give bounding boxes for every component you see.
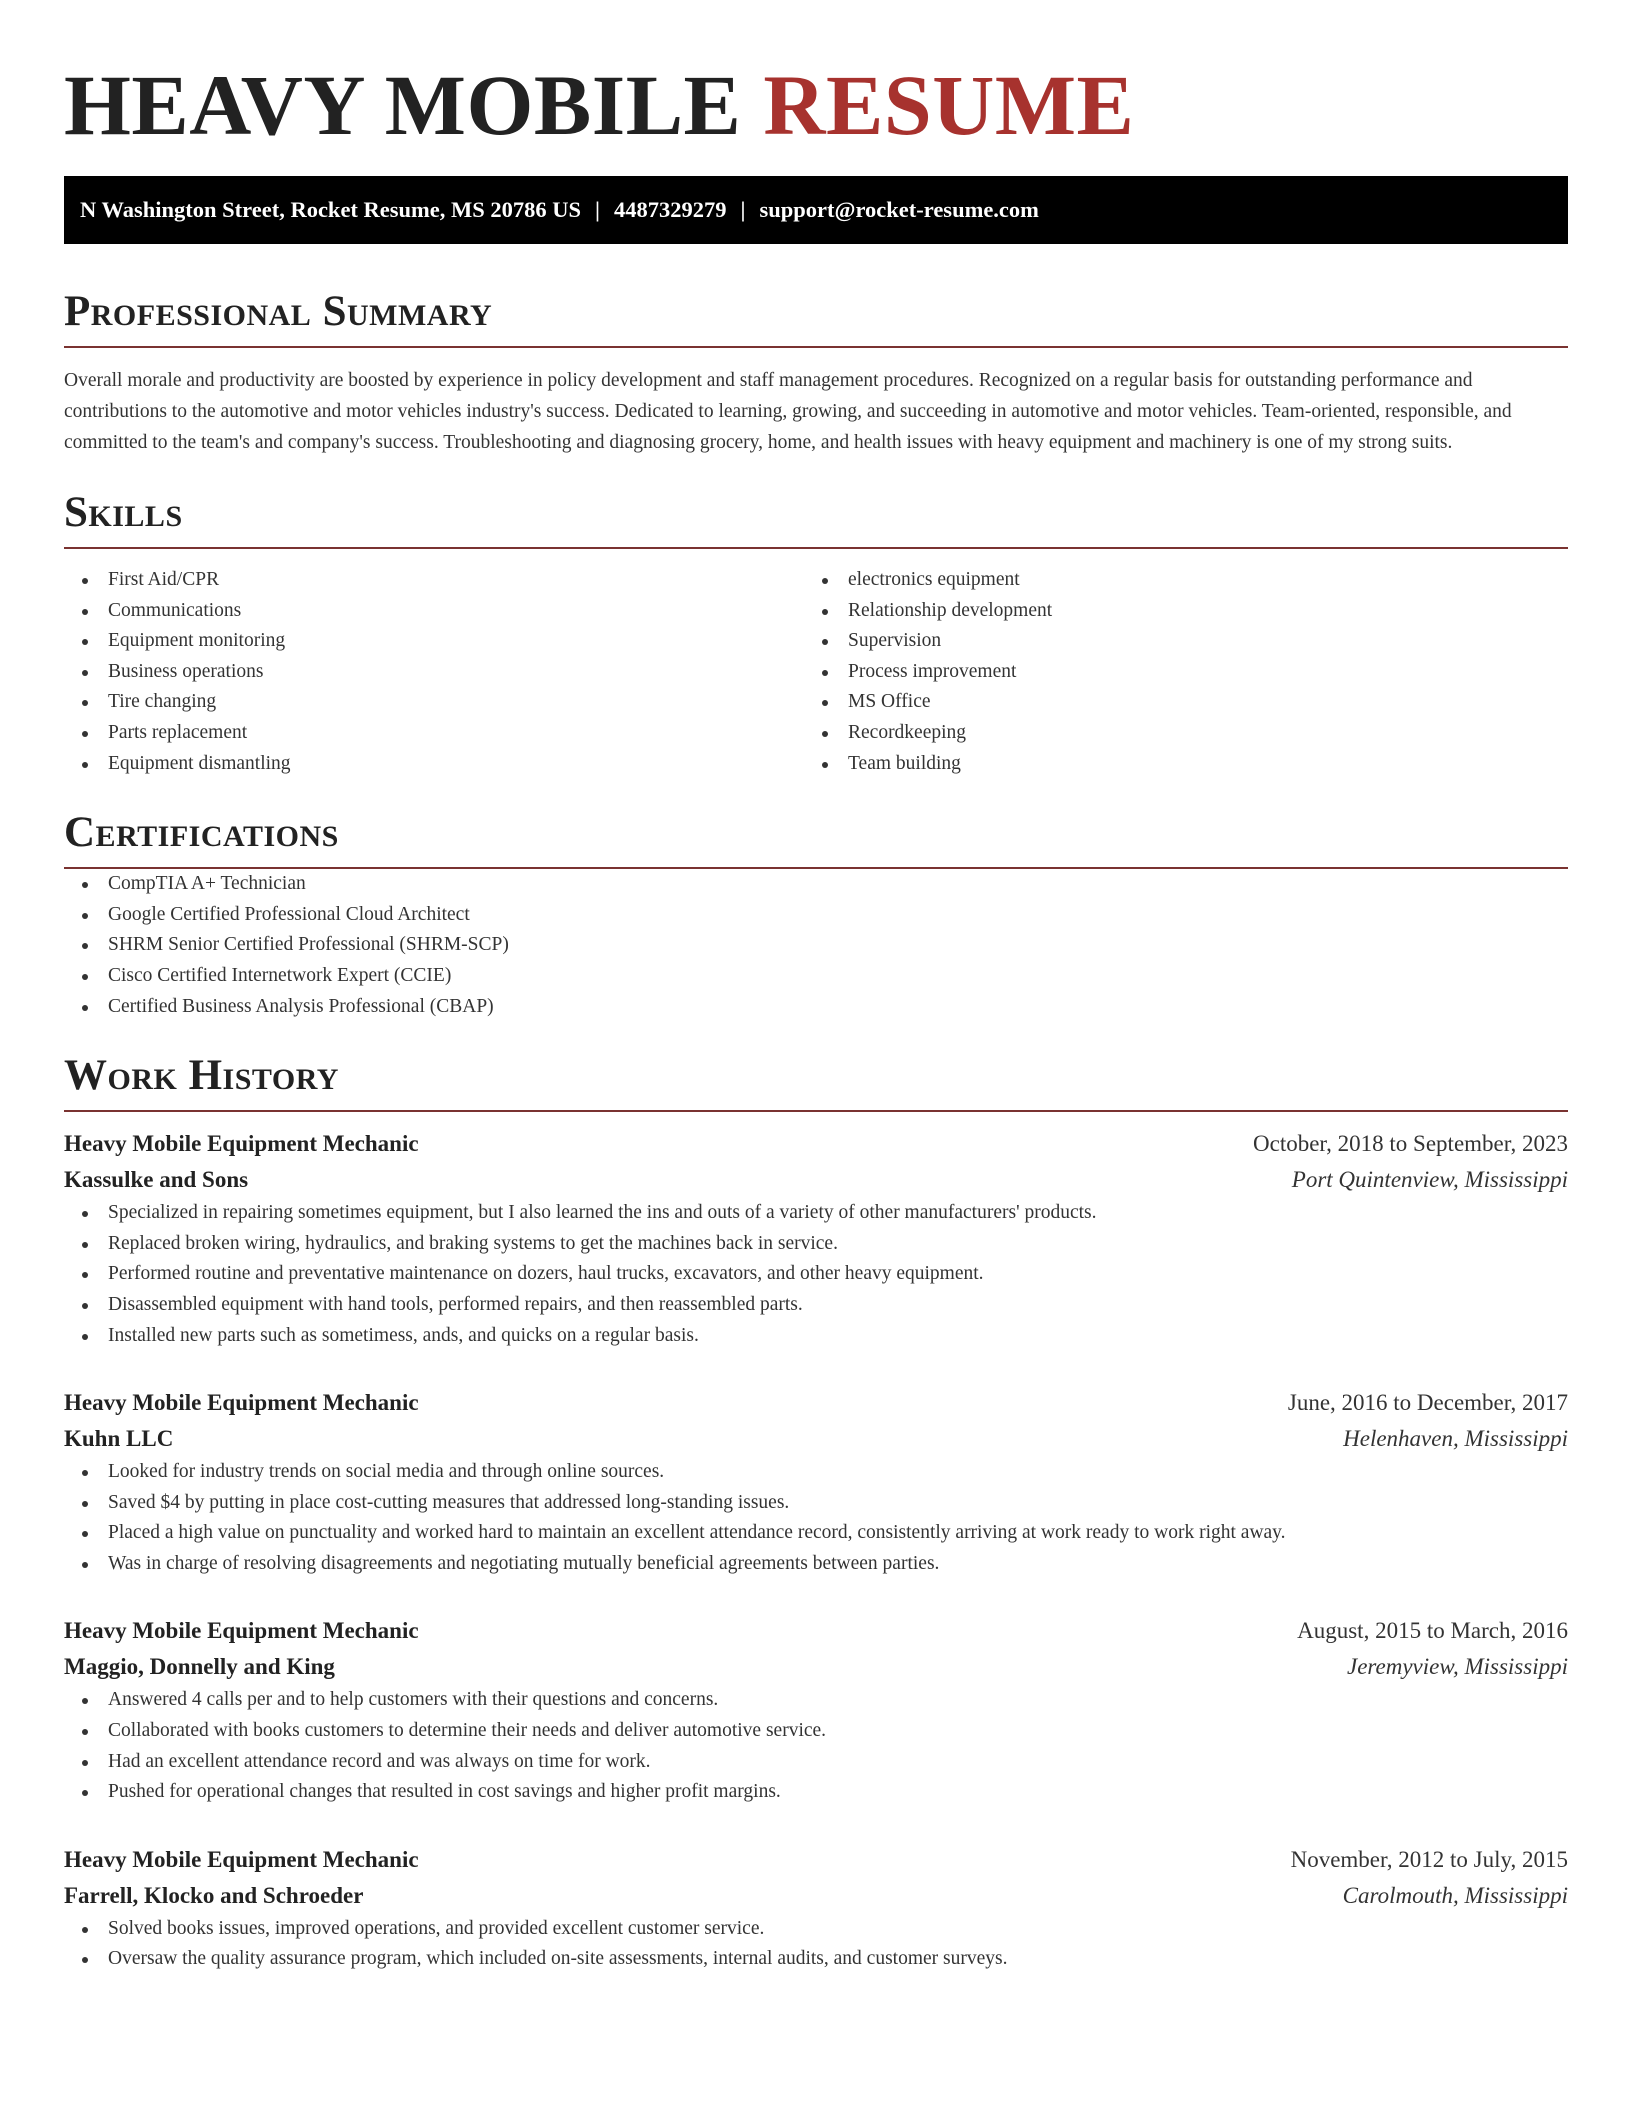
certification-item: Google Certified Professional Cloud Architect <box>64 900 1568 931</box>
job-title: Heavy Mobile Equipment Mechanic <box>64 1390 419 1416</box>
summary-heading: Professional Summary <box>64 288 493 335</box>
job-duty: Collaborated with books customers to determine their needs and deliver automotive service. <box>64 1716 1568 1747</box>
job-entry <box>64 1126 1568 1351</box>
section-divider <box>64 346 1568 348</box>
job-title: Heavy Mobile Equipment Mechanic <box>64 1618 419 1644</box>
contact-separator: | <box>595 197 601 222</box>
job-company: Maggio, Donnelly and King <box>64 1654 335 1680</box>
job-company-row <box>64 1162 1568 1198</box>
skill-item: First Aid/CPR <box>64 565 804 596</box>
job-dates: October, 2018 to September, 2023 <box>1253 1131 1568 1157</box>
job-duty: Installed new parts such as sometimess, ands, and quicks on a regular basis. <box>64 1321 1568 1352</box>
work-history-heading: Work History <box>64 1052 339 1100</box>
certification-item: Cisco Certified Internetwork Expert (CCIE) <box>64 961 1568 992</box>
job-duty: Placed a high value on punctuality and worked hard to maintain an excellent attendance record, consistently arriving at work ready to work right away. <box>64 1518 1568 1549</box>
job-duties-list <box>64 1914 1568 1975</box>
job-duty: Saved $4 by putting in place cost-cutting measures that addressed long-standing issues. <box>64 1488 1568 1519</box>
job-company: Kassulke and Sons <box>64 1167 249 1193</box>
contact-email: support@rocket-resume.com <box>759 197 1039 222</box>
job-entry <box>64 1613 1568 1807</box>
skills-heading: Skills <box>64 489 183 536</box>
skill-item: Business operations <box>64 657 804 688</box>
skill-item: MS Office <box>804 687 1544 718</box>
job-duty: Pushed for operational changes that resulted in cost savings and higher profit margins. <box>64 1777 1568 1808</box>
skills-list-left <box>64 565 804 779</box>
contact-address: N Washington Street, Rocket Resume, MS 20786 US <box>80 197 582 222</box>
job-location: Port Quintenview, Mississippi <box>1291 1167 1568 1193</box>
job-company-row <box>64 1878 1568 1914</box>
skill-item: Relationship development <box>804 596 1544 627</box>
job-header-row <box>64 1613 1568 1649</box>
skill-item: Supervision <box>804 626 1544 657</box>
job-entry <box>64 1385 1568 1579</box>
skills-column-right <box>804 565 1544 779</box>
job-dates: November, 2012 to July, 2015 <box>1290 1846 1568 1872</box>
certifications-section <box>64 807 1568 1022</box>
job-company-row <box>64 1649 1568 1685</box>
job-header-row <box>64 1126 1568 1162</box>
job-duties-list <box>64 1685 1568 1807</box>
resume-page <box>64 0 1568 1975</box>
certifications-list <box>64 869 1568 1022</box>
job-duty: Specialized in repairing sometimes equipment, but I also learned the ins and outs of a variety of other manufacturers' products. <box>64 1198 1568 1229</box>
job-location: Jeremyview, Mississippi <box>1346 1654 1568 1680</box>
job-location: Carolmouth, Mississippi <box>1342 1882 1568 1908</box>
job-duty: Was in charge of resolving disagreements and negotiating mutually beneficial agreements between parties. <box>64 1549 1568 1580</box>
job-header-row <box>64 1842 1568 1878</box>
contact-bar <box>64 176 1568 244</box>
skill-item: Process improvement <box>804 657 1544 688</box>
title-accent: RESUME <box>763 57 1135 153</box>
skill-item: Communications <box>64 596 804 627</box>
job-duties-list <box>64 1198 1568 1351</box>
job-title: Heavy Mobile Equipment Mechanic <box>64 1846 419 1872</box>
job-duty: Performed routine and preventative maintenance on dozers, haul trucks, excavators, and other heavy equipment. <box>64 1259 1568 1290</box>
job-duty: Replaced broken wiring, hydraulics, and braking systems to get the machines back in service. <box>64 1229 1568 1260</box>
job-duty: Answered 4 calls per and to help customers with their questions and concerns. <box>64 1685 1568 1716</box>
summary-section <box>64 286 1568 458</box>
job-dates: August, 2015 to March, 2016 <box>1297 1618 1568 1644</box>
job-title: Heavy Mobile Equipment Mechanic <box>64 1131 419 1157</box>
job-company-row <box>64 1421 1568 1457</box>
skills-grid <box>64 565 1568 779</box>
job-duties-list <box>64 1457 1568 1579</box>
job-company: Farrell, Klocko and Schroeder <box>64 1882 364 1908</box>
job-dates: June, 2016 to December, 2017 <box>1287 1390 1568 1416</box>
certification-item: SHRM Senior Certified Professional (SHRM-SCP) <box>64 930 1568 961</box>
skill-item: Recordkeeping <box>804 718 1544 749</box>
job-header-row <box>64 1385 1568 1421</box>
contact-separator: | <box>740 197 746 222</box>
skill-item: electronics equipment <box>804 565 1544 596</box>
title-main: HEAVY MOBILE <box>64 57 742 153</box>
certification-item: CompTIA A+ Technician <box>64 869 1568 900</box>
job-duty: Solved books issues, improved operations, and provided excellent customer service. <box>64 1914 1568 1945</box>
certifications-heading: Certifications <box>64 809 339 857</box>
skills-column-left <box>64 565 804 779</box>
skill-item: Tire changing <box>64 687 804 718</box>
skill-item: Equipment dismantling <box>64 749 804 780</box>
job-company: Kuhn LLC <box>64 1426 174 1452</box>
certification-item: Certified Business Analysis Professional (CBAP) <box>64 992 1568 1023</box>
job-location: Helenhaven, Mississippi <box>1343 1426 1568 1452</box>
skill-item: Team building <box>804 749 1544 780</box>
job-duty: Oversaw the quality assurance program, which included on-site assessments, internal audits, and customer surveys. <box>64 1944 1568 1975</box>
job-entry <box>64 1842 1568 1975</box>
summary-text: Overall morale and productivity are boosted by experience in policy development and staff management procedures. Recognized on a regular basis for outstanding performance and contributions to the automotive and motor vehicles industry's success. Dedicated to learning, growing, and succeeding in automotive and motor vehicles. Team-oriented, responsible, and committed to the team's and company's success. Troubleshooting and diagnosing grocery, home, and health issues with heavy equipment and machinery is one of my strong suits. <box>64 370 1512 453</box>
section-divider <box>64 547 1568 549</box>
contact-phone: 4487329279 <box>614 197 727 222</box>
work-history-section <box>64 1050 1568 1975</box>
resume-title <box>64 0 1568 156</box>
skill-item: Parts replacement <box>64 718 804 749</box>
job-duty: Had an excellent attendance record and was always on time for work. <box>64 1747 1568 1778</box>
job-duty: Looked for industry trends on social media and through online sources. <box>64 1457 1568 1488</box>
job-duty: Disassembled equipment with hand tools, performed repairs, and then reassembled parts. <box>64 1290 1568 1321</box>
skills-section <box>64 487 1568 779</box>
section-divider <box>64 1110 1568 1112</box>
skill-item: Equipment monitoring <box>64 626 804 657</box>
skills-list-right <box>804 565 1544 779</box>
